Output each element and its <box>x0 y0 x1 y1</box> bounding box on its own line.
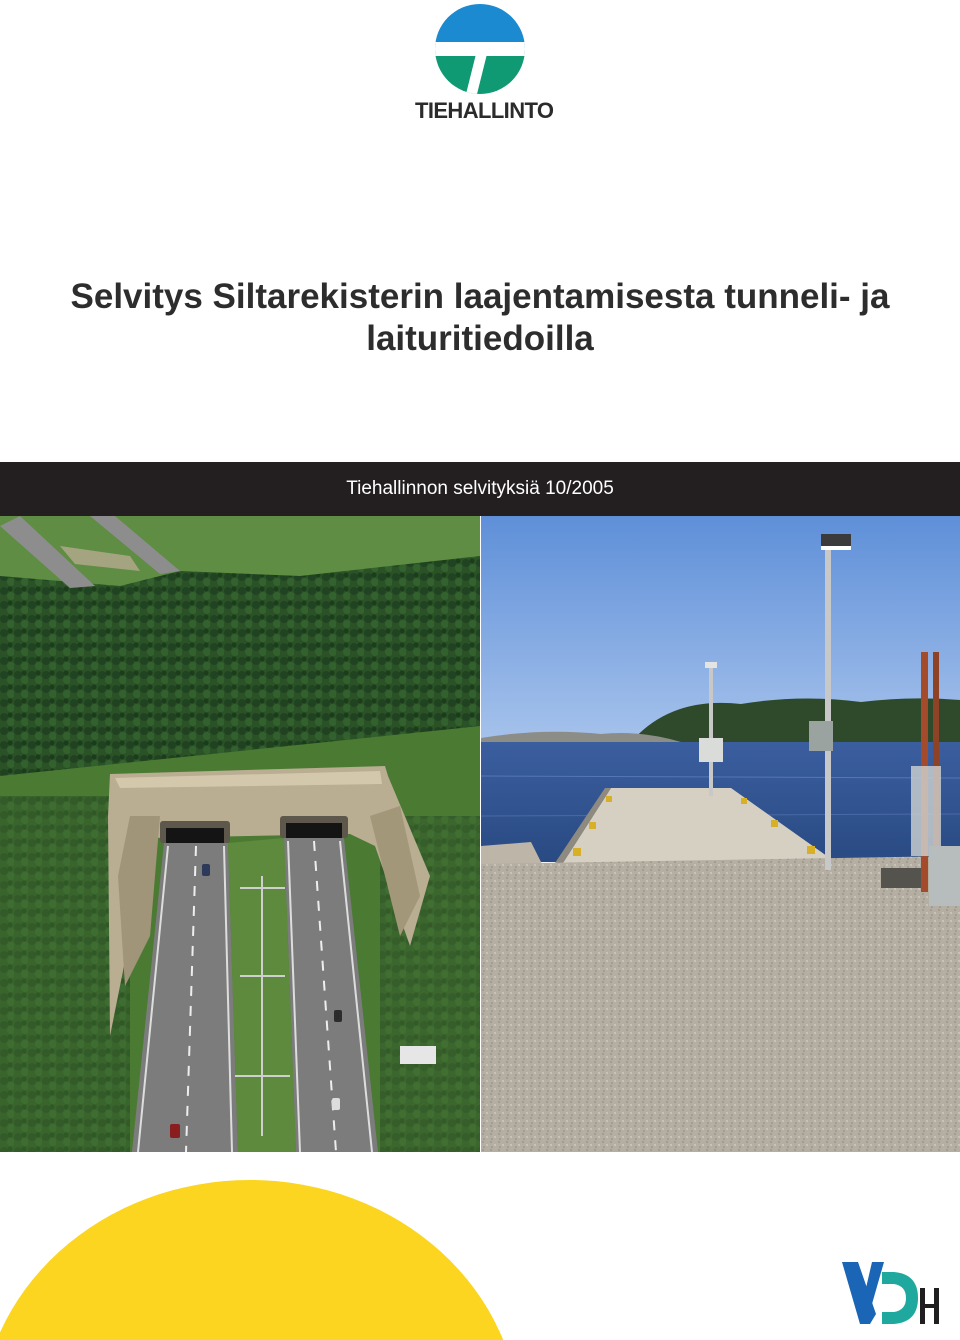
pier-photo <box>481 516 960 1152</box>
page-title <box>0 276 960 360</box>
series-bar <box>0 462 960 516</box>
publisher-name: TIEHALLINTO <box>415 98 554 123</box>
title-line-1: Selvitys Siltarekisterin laajentamisesta tunneli- ja <box>70 277 890 316</box>
vth-logo-icon <box>842 1258 942 1328</box>
tiehallinto-logo <box>415 4 554 124</box>
series-label: Tiehallinnon selvityksiä 10/2005 <box>346 478 614 499</box>
title-line-2: laituritiedoilla <box>366 319 594 358</box>
yellow-sun-decoration <box>0 1175 960 1340</box>
aerial-tunnel-photo <box>0 516 480 1152</box>
tiehallinto-logo-icon <box>435 4 525 94</box>
